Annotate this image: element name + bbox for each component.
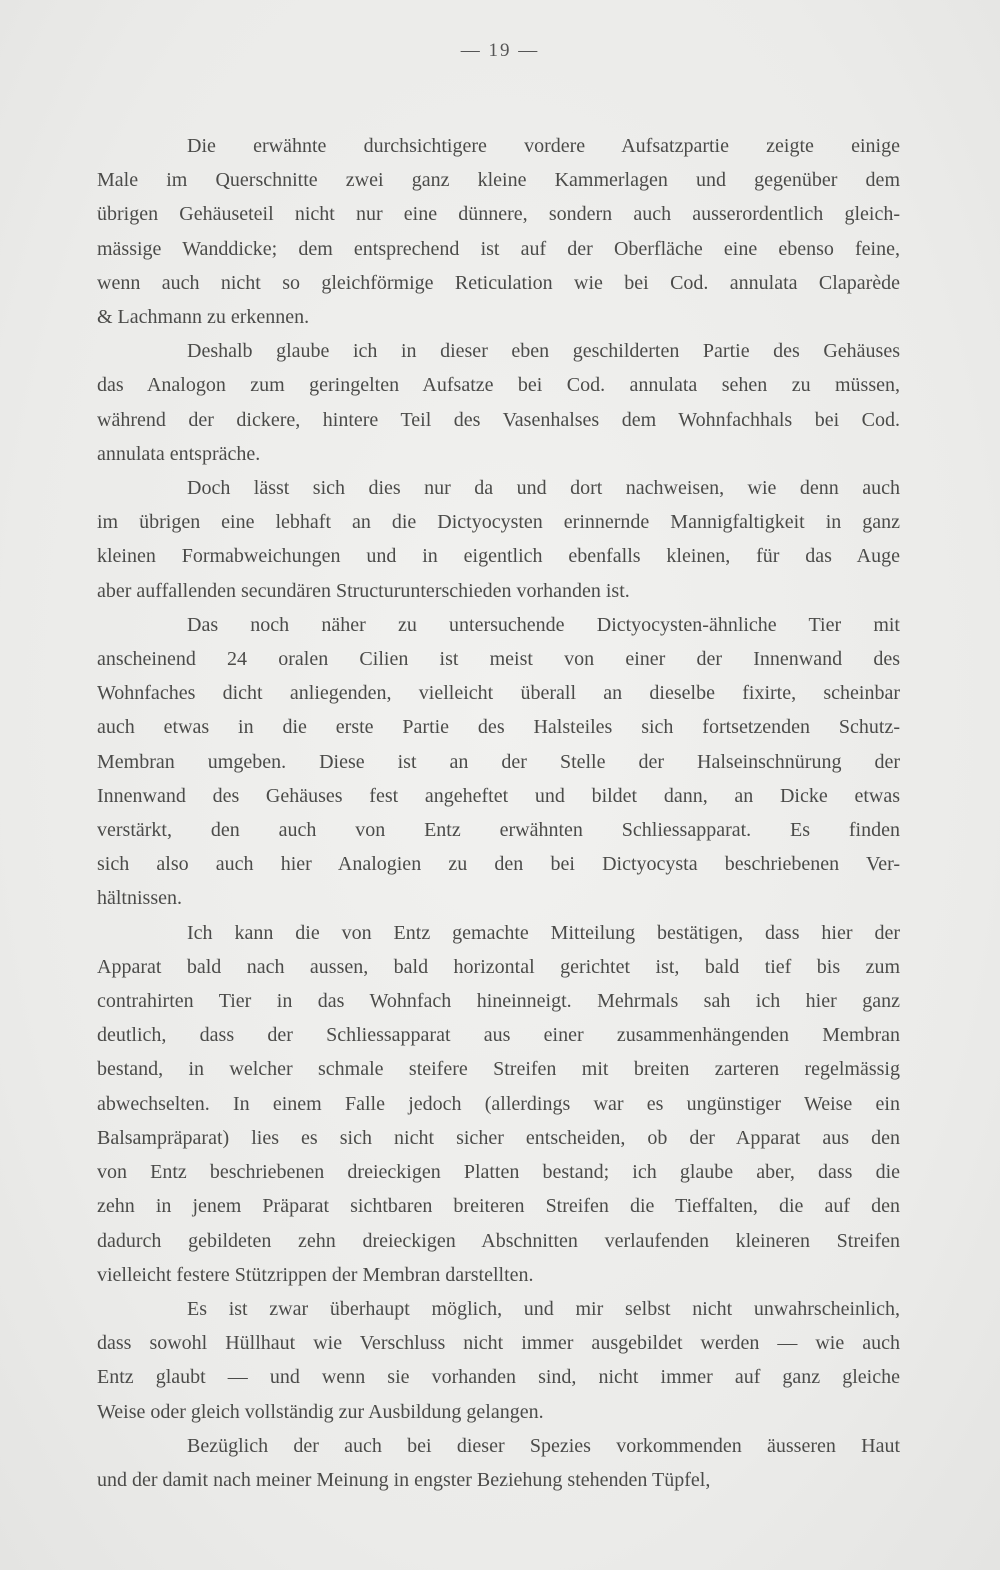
text-line: Bezüglich der auch bei dieser Spezies vorkommenden äusseren Haut [187, 1434, 900, 1457]
text-line: sich also auch hier Analogien zu den bei Dictyocysta beschriebenen Ver- [97, 853, 900, 876]
text-line: Ich kann die von Entz gemachte Mitteilung bestätigen, dass hier der [187, 921, 900, 944]
text-line: Weise oder gleich vollständig zur Ausbildung gelangen. [97, 1400, 544, 1423]
text-line: während der dickere, hintere Teil des Vasenhalses dem Wohnfachhals bei Cod. [97, 408, 900, 431]
text-line: dadurch gebildeten zehn dreieckigen Abschnitten verlaufenden kleineren Streifen [97, 1229, 900, 1252]
paragraph [97, 1429, 900, 1497]
page-number: — 19 — [460, 40, 540, 61]
text-line: dass sowohl Hüllhaut wie Verschluss nicht immer ausgebildet werden — wie auch [97, 1332, 900, 1355]
paragraph [97, 129, 900, 334]
text-line: bestand, in welcher schmale steifere Streifen mit breiten zarteren regelmässig [97, 1058, 900, 1081]
text-line: Male im Querschnitte zwei ganz kleine Kammerlagen und gegenüber dem [97, 169, 900, 192]
text-line: Balsampräparat) lies es sich nicht sicher entscheiden, ob der Apparat aus den [97, 1126, 900, 1149]
text-line: verstärkt, den auch von Entz erwähnten Schliessapparat. Es finden [97, 819, 900, 842]
paragraph [97, 916, 900, 1292]
text-line: übrigen Gehäuseteil nicht nur eine dünnere, sondern auch ausserordentlich gleich- [97, 203, 900, 226]
text-line: Innenwand des Gehäuses fest angeheftet und bildet dann, an Dicke etwas [97, 784, 900, 807]
text-line: Entz glaubt — und wenn sie vorhanden sind, nicht immer auf ganz gleiche [97, 1366, 900, 1389]
text-line: auch etwas in die erste Partie des Halsteiles sich fortsetzenden Schutz- [97, 716, 900, 739]
paragraph [97, 471, 900, 608]
text-line: und der damit nach meiner Meinung in engster Beziehung stehenden Tüpfel, [97, 1468, 711, 1491]
text-line: mässige Wanddicke; dem entsprechend ist auf der Oberfläche eine ebenso feine, [97, 237, 900, 260]
text-line: das Analogon zum geringelten Aufsatze bei Cod. annulata sehen zu müssen, [97, 374, 900, 397]
text-line: von Entz beschriebenen dreieckigen Platten bestand; ich glaube aber, dass die [97, 1161, 900, 1184]
text-line: Apparat bald nach aussen, bald horizontal gerichtet ist, bald tief bis zum [97, 955, 900, 978]
text-line: Membran umgeben. Diese ist an der Stelle der Halseinschnürung der [97, 750, 900, 773]
paragraph [97, 1292, 900, 1429]
text-line: im übrigen eine lebhaft an die Dictyocysten erinnernde Mannigfaltigkeit in ganz [97, 511, 900, 534]
body-text [97, 129, 900, 1497]
text-line: wenn auch nicht so gleichförmige Reticulation wie bei Cod. annulata Claparède [97, 271, 900, 294]
text-line: Die erwähnte durchsichtigere vordere Aufsatzpartie zeigte einige [187, 135, 900, 157]
paragraph [97, 334, 900, 471]
text-line: Doch lässt sich dies nur da und dort nachweisen, wie denn auch [187, 477, 900, 500]
paragraph [97, 608, 900, 916]
text-line: Wohnfaches dicht anliegenden, vielleicht überall an dieselbe fixirte, scheinbar [97, 682, 900, 705]
text-line: Deshalb glaube ich in dieser eben geschilderten Partie des Gehäuses [187, 340, 900, 363]
text-line: vielleicht festere Stützrippen der Membran darstellten. [97, 1263, 534, 1286]
text-line: anscheinend 24 oralen Cilien ist meist von einer der Innenwand des [97, 648, 900, 671]
text-line: deutlich, dass der Schliessapparat aus einer zusammenhängenden Membran [97, 1024, 900, 1047]
text-line: Es ist zwar überhaupt möglich, und mir selbst nicht unwahrscheinlich, [187, 1297, 900, 1320]
text-line: zehn in jenem Präparat sichtbaren breiteren Streifen die Tieffalten, die auf den [97, 1195, 900, 1218]
text-line: kleinen Formabweichungen und in eigentlich ebenfalls kleinen, für das Auge [97, 545, 900, 568]
text-line: abwechselten. In einem Falle jedoch (allerdings war es ungünstiger Weise ein [97, 1092, 900, 1115]
text-line: annulata entspräche. [97, 442, 261, 465]
text-line: & Lachmann zu erkennen. [97, 306, 310, 329]
text-line: hältnissen. [97, 887, 182, 910]
text-line: aber auffallenden secundären Structurunterschieden vorhanden ist. [97, 579, 630, 602]
text-line: Das noch näher zu untersuchende Dictyocysten-ähnliche Tier mit [187, 613, 900, 636]
text-line: contrahirten Tier in das Wohnfach hineinneigt. Mehrmals sah ich hier ganz [97, 990, 900, 1013]
